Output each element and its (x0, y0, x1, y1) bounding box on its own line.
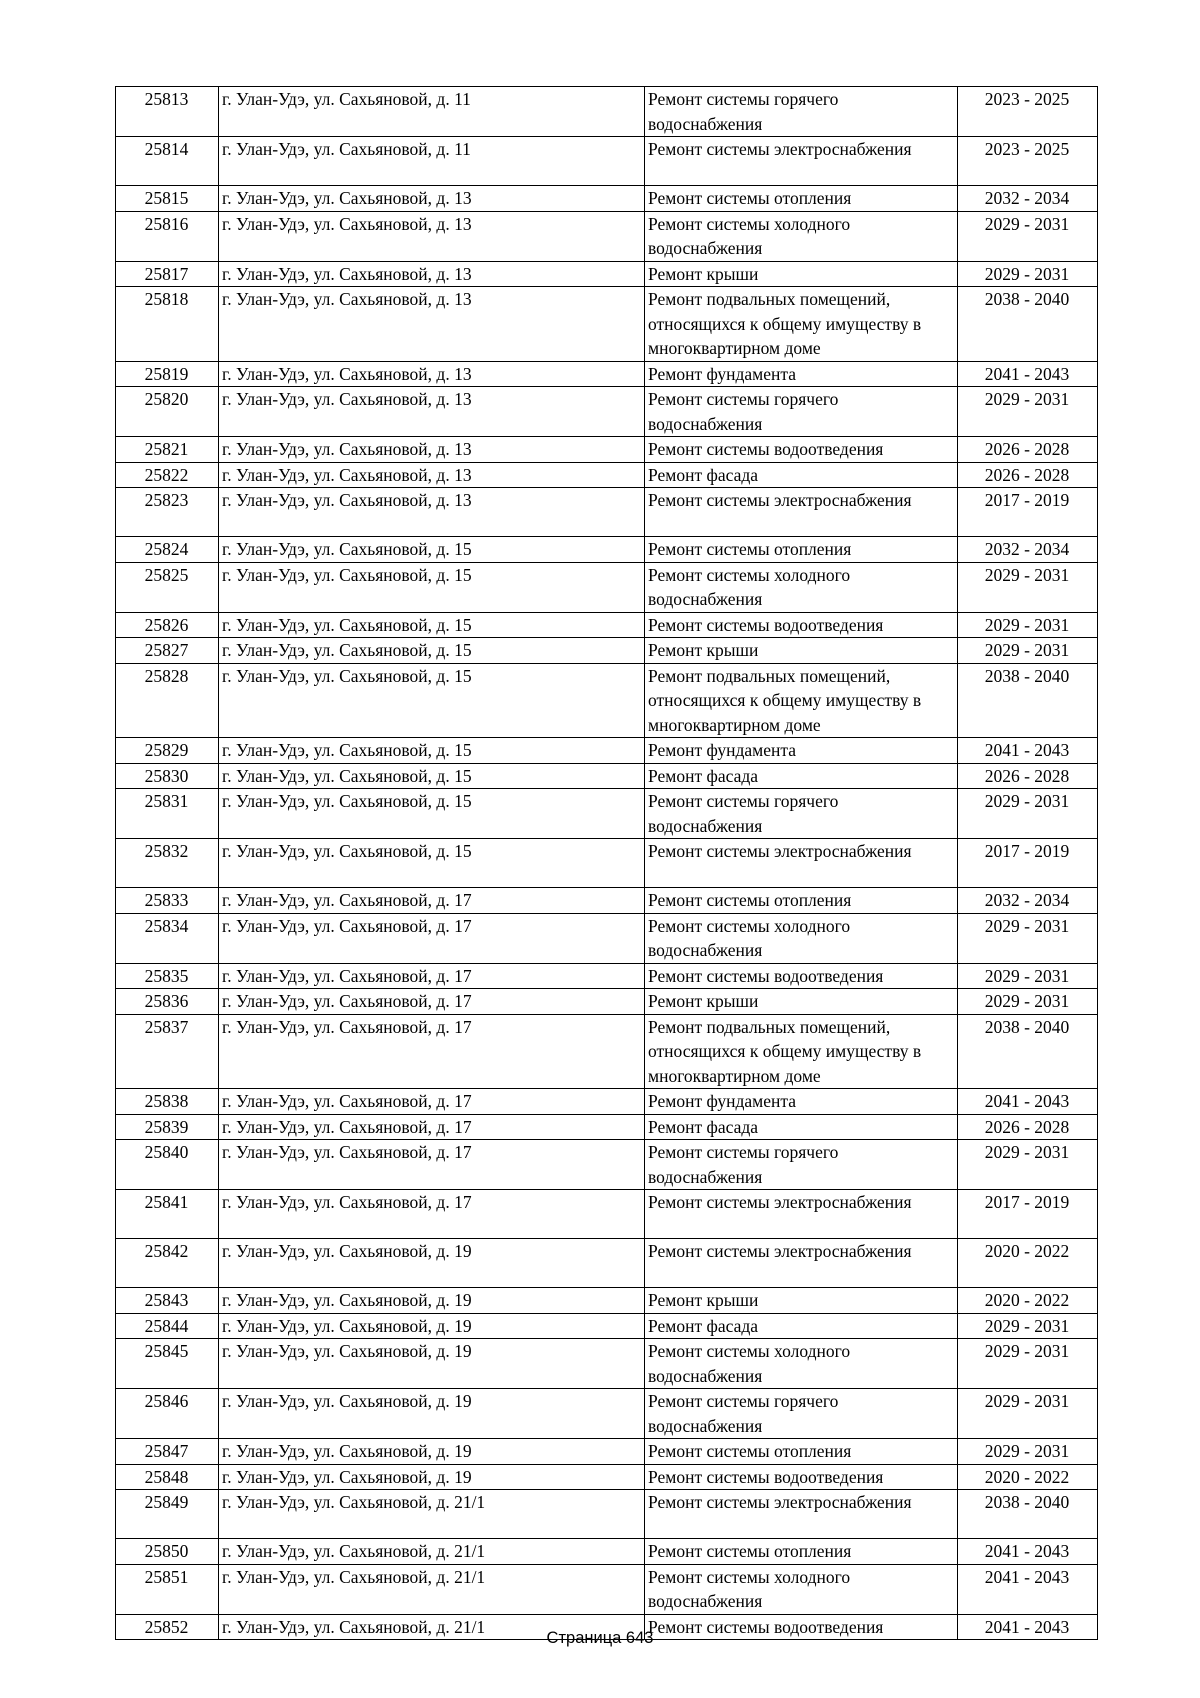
cell-address: г. Улан-Удэ, ул. Сахьяновой, д. 17 (219, 1140, 645, 1190)
cell-work-type: Ремонт системы водоотведения (645, 437, 958, 463)
cell-number: 25830 (116, 763, 219, 789)
cell-work-type: Ремонт системы электроснабжения (645, 137, 958, 186)
cell-period: 2026 - 2028 (958, 763, 1098, 789)
cell-period: 2029 - 2031 (958, 612, 1098, 638)
table-row (116, 137, 1098, 186)
cell-work-type: Ремонт системы горячего водоснабжения (645, 87, 958, 137)
cell-period: 2029 - 2031 (958, 1389, 1098, 1439)
cell-number: 25849 (116, 1490, 219, 1539)
cell-period: 2029 - 2031 (958, 1439, 1098, 1465)
table-row (116, 888, 1098, 914)
cell-address: г. Улан-Удэ, ул. Сахьяновой, д. 17 (219, 913, 645, 963)
cell-address: г. Улан-Удэ, ул. Сахьяновой, д. 13 (219, 261, 645, 287)
cell-number: 25819 (116, 361, 219, 387)
cell-address: г. Улан-Удэ, ул. Сахьяновой, д. 21/1 (219, 1564, 645, 1614)
cell-period: 2017 - 2019 (958, 1190, 1098, 1239)
cell-address: г. Улан-Удэ, ул. Сахьяновой, д. 17 (219, 963, 645, 989)
table-row (116, 1339, 1098, 1389)
cell-period: 2029 - 2031 (958, 387, 1098, 437)
cell-address: г. Улан-Удэ, ул. Сахьяновой, д. 15 (219, 738, 645, 764)
cell-work-type: Ремонт системы холодного водоснабжения (645, 1339, 958, 1389)
table-row (116, 1239, 1098, 1288)
cell-period: 2029 - 2031 (958, 562, 1098, 612)
cell-number: 25822 (116, 462, 219, 488)
cell-address: г. Улан-Удэ, ул. Сахьяновой, д. 19 (219, 1288, 645, 1314)
cell-period: 2041 - 2043 (958, 361, 1098, 387)
cell-work-type: Ремонт системы горячего водоснабжения (645, 387, 958, 437)
cell-address: г. Улан-Удэ, ул. Сахьяновой, д. 13 (219, 387, 645, 437)
cell-number: 25838 (116, 1089, 219, 1115)
page-number: Страница 643 (546, 1629, 654, 1647)
cell-address: г. Улан-Удэ, ул. Сахьяновой, д. 19 (219, 1313, 645, 1339)
cell-work-type: Ремонт крыши (645, 638, 958, 664)
cell-work-type: Ремонт системы отопления (645, 1439, 958, 1465)
cell-period: 2029 - 2031 (958, 1313, 1098, 1339)
cell-address: г. Улан-Удэ, ул. Сахьяновой, д. 17 (219, 1114, 645, 1140)
cell-period: 2026 - 2028 (958, 1114, 1098, 1140)
table-row (116, 1288, 1098, 1314)
cell-number: 25836 (116, 989, 219, 1015)
cell-address: г. Улан-Удэ, ул. Сахьяновой, д. 15 (219, 789, 645, 839)
table-row (116, 387, 1098, 437)
cell-address: г. Улан-Удэ, ул. Сахьяновой, д. 13 (219, 437, 645, 463)
repair-schedule-table (115, 86, 1098, 1640)
cell-period: 2041 - 2043 (958, 1564, 1098, 1614)
cell-number: 25847 (116, 1439, 219, 1465)
cell-number: 25841 (116, 1190, 219, 1239)
cell-period: 2038 - 2040 (958, 287, 1098, 362)
cell-period: 2029 - 2031 (958, 963, 1098, 989)
cell-number: 25835 (116, 963, 219, 989)
cell-period: 2032 - 2034 (958, 537, 1098, 563)
cell-period: 2038 - 2040 (958, 663, 1098, 738)
cell-number: 25842 (116, 1239, 219, 1288)
cell-address: г. Улан-Удэ, ул. Сахьяновой, д. 13 (219, 211, 645, 261)
cell-period: 2029 - 2031 (958, 1339, 1098, 1389)
cell-period: 2026 - 2028 (958, 462, 1098, 488)
cell-period: 2029 - 2031 (958, 211, 1098, 261)
cell-period: 2023 - 2025 (958, 87, 1098, 137)
table-row (116, 1014, 1098, 1089)
cell-period: 2038 - 2040 (958, 1490, 1098, 1539)
cell-address: г. Улан-Удэ, ул. Сахьяновой, д. 15 (219, 638, 645, 664)
table-row (116, 1439, 1098, 1465)
cell-address: г. Улан-Удэ, ул. Сахьяновой, д. 13 (219, 488, 645, 537)
cell-number: 25850 (116, 1539, 219, 1565)
cell-address: г. Улан-Удэ, ул. Сахьяновой, д. 15 (219, 839, 645, 888)
cell-address: г. Улан-Удэ, ул. Сахьяновой, д. 13 (219, 462, 645, 488)
cell-work-type: Ремонт фундамента (645, 361, 958, 387)
table-row (116, 1564, 1098, 1614)
cell-number: 25844 (116, 1313, 219, 1339)
cell-work-type: Ремонт системы отопления (645, 1539, 958, 1565)
cell-work-type: Ремонт системы электроснабжения (645, 1190, 958, 1239)
cell-period: 2041 - 2043 (958, 1089, 1098, 1115)
cell-work-type: Ремонт системы горячего водоснабжения (645, 789, 958, 839)
cell-work-type: Ремонт системы электроснабжения (645, 1490, 958, 1539)
cell-address: г. Улан-Удэ, ул. Сахьяновой, д. 21/1 (219, 1490, 645, 1539)
cell-work-type: Ремонт подвальных помещений, относящихся к общему имуществу в многоквартирном доме (645, 663, 958, 738)
cell-number: 25826 (116, 612, 219, 638)
cell-work-type: Ремонт системы горячего водоснабжения (645, 1140, 958, 1190)
cell-work-type: Ремонт крыши (645, 261, 958, 287)
table-row (116, 1114, 1098, 1140)
cell-period: 2017 - 2019 (958, 488, 1098, 537)
cell-work-type: Ремонт фасада (645, 763, 958, 789)
cell-address: г. Улан-Удэ, ул. Сахьяновой, д. 21/1 (219, 1614, 645, 1640)
cell-number: 25839 (116, 1114, 219, 1140)
cell-address: г. Улан-Удэ, ул. Сахьяновой, д. 13 (219, 186, 645, 212)
cell-address: г. Улан-Удэ, ул. Сахьяновой, д. 11 (219, 137, 645, 186)
cell-address: г. Улан-Удэ, ул. Сахьяновой, д. 15 (219, 763, 645, 789)
cell-number: 25852 (116, 1614, 219, 1640)
cell-address: г. Улан-Удэ, ул. Сахьяновой, д. 19 (219, 1389, 645, 1439)
cell-number: 25814 (116, 137, 219, 186)
cell-number: 25821 (116, 437, 219, 463)
cell-address: г. Улан-Удэ, ул. Сахьяновой, д. 13 (219, 287, 645, 362)
cell-work-type: Ремонт системы холодного водоснабжения (645, 1564, 958, 1614)
table-row (116, 789, 1098, 839)
cell-period: 2020 - 2022 (958, 1239, 1098, 1288)
cell-number: 25837 (116, 1014, 219, 1089)
cell-address: г. Улан-Удэ, ул. Сахьяновой, д. 17 (219, 1190, 645, 1239)
cell-work-type: Ремонт системы холодного водоснабжения (645, 913, 958, 963)
cell-address: г. Улан-Удэ, ул. Сахьяновой, д. 17 (219, 1089, 645, 1115)
cell-address: г. Улан-Удэ, ул. Сахьяновой, д. 15 (219, 537, 645, 563)
cell-number: 25824 (116, 537, 219, 563)
cell-number: 25828 (116, 663, 219, 738)
table-row (116, 186, 1098, 212)
cell-address: г. Улан-Удэ, ул. Сахьяновой, д. 17 (219, 989, 645, 1015)
table-row (116, 211, 1098, 261)
cell-number: 25827 (116, 638, 219, 664)
cell-work-type: Ремонт фундамента (645, 1089, 958, 1115)
cell-work-type: Ремонт системы водоотведения (645, 963, 958, 989)
cell-period: 2041 - 2043 (958, 1539, 1098, 1565)
table-row (116, 1313, 1098, 1339)
table-row (116, 1539, 1098, 1565)
cell-work-type: Ремонт системы электроснабжения (645, 488, 958, 537)
cell-work-type: Ремонт фасада (645, 1114, 958, 1140)
cell-work-type: Ремонт системы отопления (645, 888, 958, 914)
cell-number: 25829 (116, 738, 219, 764)
cell-number: 25820 (116, 387, 219, 437)
cell-address: г. Улан-Удэ, ул. Сахьяновой, д. 19 (219, 1464, 645, 1490)
cell-address: г. Улан-Удэ, ул. Сахьяновой, д. 17 (219, 888, 645, 914)
cell-number: 25825 (116, 562, 219, 612)
cell-number: 25843 (116, 1288, 219, 1314)
cell-period: 2041 - 2043 (958, 1614, 1098, 1640)
cell-work-type: Ремонт фасада (645, 462, 958, 488)
cell-number: 25817 (116, 261, 219, 287)
cell-period: 2020 - 2022 (958, 1288, 1098, 1314)
cell-work-type: Ремонт системы водоотведения (645, 1464, 958, 1490)
cell-period: 2029 - 2031 (958, 261, 1098, 287)
cell-number: 25833 (116, 888, 219, 914)
cell-work-type: Ремонт системы горячего водоснабжения (645, 1389, 958, 1439)
cell-number: 25818 (116, 287, 219, 362)
cell-number: 25848 (116, 1464, 219, 1490)
cell-work-type: Ремонт системы холодного водоснабжения (645, 562, 958, 612)
table-row (116, 763, 1098, 789)
cell-work-type: Ремонт системы отопления (645, 186, 958, 212)
cell-period: 2029 - 2031 (958, 638, 1098, 664)
table-row (116, 537, 1098, 563)
cell-number: 25834 (116, 913, 219, 963)
table-row (116, 562, 1098, 612)
table-row (116, 963, 1098, 989)
cell-period: 2029 - 2031 (958, 989, 1098, 1015)
cell-address: г. Улан-Удэ, ул. Сахьяновой, д. 11 (219, 87, 645, 137)
cell-period: 2032 - 2034 (958, 888, 1098, 914)
cell-work-type: Ремонт подвальных помещений, относящихся к общему имуществу в многоквартирном доме (645, 287, 958, 362)
table-row (116, 663, 1098, 738)
cell-number: 25823 (116, 488, 219, 537)
cell-work-type: Ремонт системы электроснабжения (645, 839, 958, 888)
cell-number: 25815 (116, 186, 219, 212)
cell-work-type: Ремонт крыши (645, 989, 958, 1015)
cell-address: г. Улан-Удэ, ул. Сахьяновой, д. 19 (219, 1339, 645, 1389)
cell-period: 2020 - 2022 (958, 1464, 1098, 1490)
table-row (116, 913, 1098, 963)
cell-address: г. Улан-Удэ, ул. Сахьяновой, д. 15 (219, 612, 645, 638)
cell-work-type: Ремонт системы холодного водоснабжения (645, 211, 958, 261)
cell-period: 2032 - 2034 (958, 186, 1098, 212)
table-row (116, 287, 1098, 362)
table-row (116, 462, 1098, 488)
cell-work-type: Ремонт крыши (645, 1288, 958, 1314)
cell-number: 25851 (116, 1564, 219, 1614)
cell-address: г. Улан-Удэ, ул. Сахьяновой, д. 21/1 (219, 1539, 645, 1565)
table-row (116, 1464, 1098, 1490)
cell-address: г. Улан-Удэ, ул. Сахьяновой, д. 19 (219, 1439, 645, 1465)
table-row (116, 1389, 1098, 1439)
cell-number: 25832 (116, 839, 219, 888)
table-row (116, 437, 1098, 463)
table-body (116, 87, 1098, 1640)
table-row (116, 87, 1098, 137)
table-row (116, 361, 1098, 387)
cell-address: г. Улан-Удэ, ул. Сахьяновой, д. 17 (219, 1014, 645, 1089)
cell-work-type: Ремонт подвальных помещений, относящихся к общему имуществу в многоквартирном доме (645, 1014, 958, 1089)
cell-number: 25846 (116, 1389, 219, 1439)
table-row (116, 839, 1098, 888)
cell-number: 25813 (116, 87, 219, 137)
cell-number: 25816 (116, 211, 219, 261)
cell-period: 2029 - 2031 (958, 1140, 1098, 1190)
table-row (116, 1089, 1098, 1115)
cell-period: 2038 - 2040 (958, 1014, 1098, 1089)
cell-address: г. Улан-Удэ, ул. Сахьяновой, д. 19 (219, 1239, 645, 1288)
table-row (116, 488, 1098, 537)
cell-number: 25845 (116, 1339, 219, 1389)
cell-work-type: Ремонт системы водоотведения (645, 1614, 958, 1640)
cell-number: 25831 (116, 789, 219, 839)
cell-address: г. Улан-Удэ, ул. Сахьяновой, д. 15 (219, 663, 645, 738)
cell-number: 25840 (116, 1140, 219, 1190)
cell-address: г. Улан-Удэ, ул. Сахьяновой, д. 13 (219, 361, 645, 387)
cell-work-type: Ремонт фундамента (645, 738, 958, 764)
table-row (116, 1140, 1098, 1190)
table-row (116, 1190, 1098, 1239)
table-row (116, 738, 1098, 764)
cell-period: 2029 - 2031 (958, 913, 1098, 963)
cell-period: 2026 - 2028 (958, 437, 1098, 463)
table-row (116, 989, 1098, 1015)
table-row (116, 638, 1098, 664)
cell-address: г. Улан-Удэ, ул. Сахьяновой, д. 15 (219, 562, 645, 612)
cell-work-type: Ремонт фасада (645, 1313, 958, 1339)
cell-period: 2029 - 2031 (958, 789, 1098, 839)
cell-work-type: Ремонт системы электроснабжения (645, 1239, 958, 1288)
cell-period: 2023 - 2025 (958, 137, 1098, 186)
cell-period: 2017 - 2019 (958, 839, 1098, 888)
table-row (116, 612, 1098, 638)
table-row (116, 261, 1098, 287)
cell-work-type: Ремонт системы водоотведения (645, 612, 958, 638)
table-row (116, 1490, 1098, 1539)
cell-work-type: Ремонт системы отопления (645, 537, 958, 563)
cell-period: 2041 - 2043 (958, 738, 1098, 764)
